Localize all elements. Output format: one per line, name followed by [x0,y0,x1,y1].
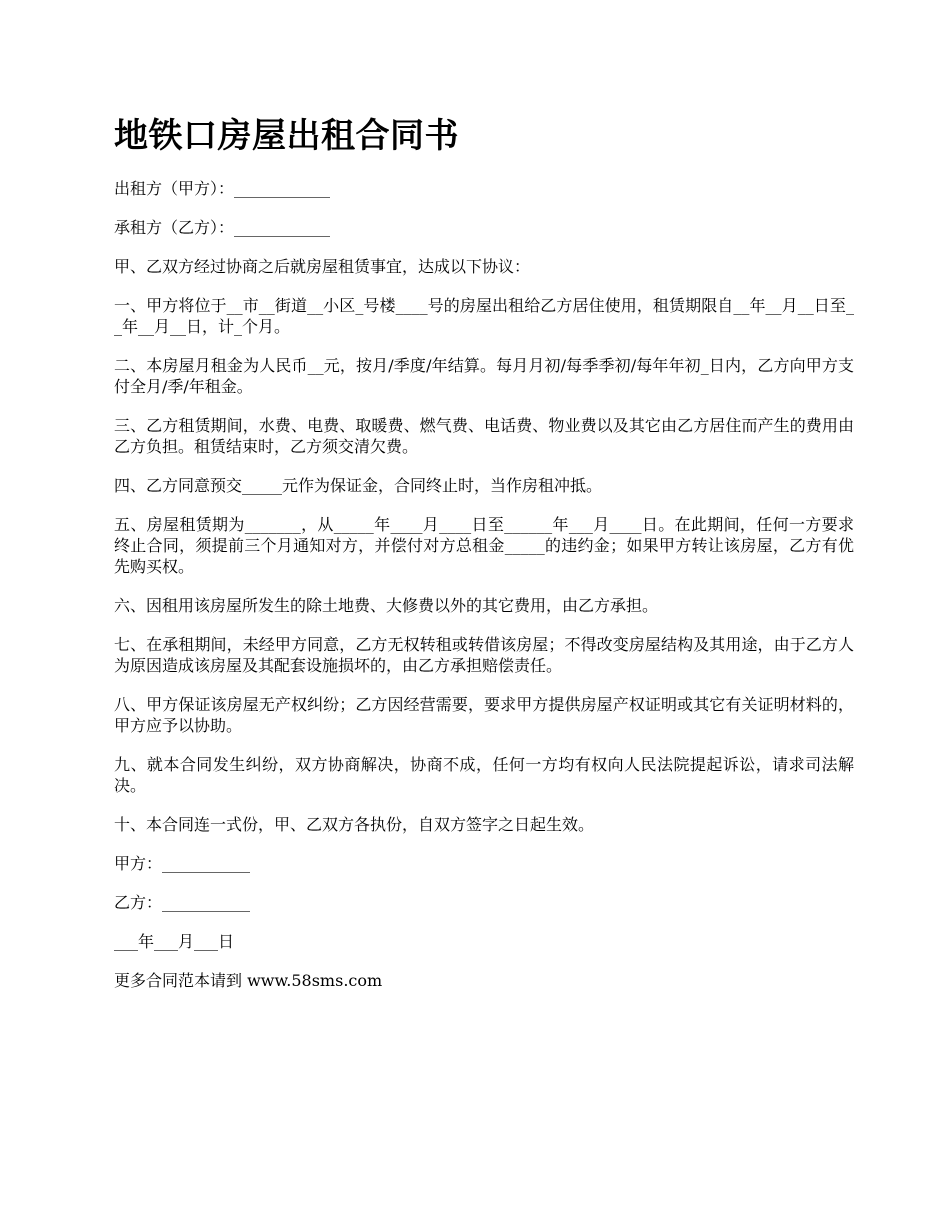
clause-1: 一、甲方将位于__市__街道__小区_号楼____号的房屋出租给乙方居住使用，租赁期限自__年__月__日至__年__月__日，计_个月。 [114,296,854,336]
party-a-signature-line: 甲方：___________ [114,854,251,873]
footer-note: 更多合同范本请到 www.58sms.com [114,971,383,990]
clause-8: 八、甲方保证该房屋无产权纠纷；乙方因经营需要，要求甲方提供房屋产权证明或其它有关证明材料的，甲方应予以协助。 [114,695,854,735]
lessor-line: 出租方（甲方）：____________ [114,179,331,198]
clause-3: 三、乙方租赁期间，水费、电费、取暖费、燃气费、电话费、物业费以及其它由乙方居住而产生的费用由乙方负担。租赁结束时，乙方须交清欠费。 [114,416,854,456]
clause-9: 九、就本合同发生纠纷，双方协商解决，协商不成，任何一方均有权向人民法院提起诉讼，请求司法解决。 [114,755,854,795]
clause-10: 十、本合同连一式份，甲、乙双方各执份，自双方签字之日起生效。 [114,815,595,834]
clause-7: 七、在承租期间，未经甲方同意，乙方无权转租或转借该房屋；不得改变房屋结构及其用途，由于乙方人为原因造成该房屋及其配套设施损坏的，由乙方承担赔偿责任。 [114,635,854,675]
clause-2: 二、本房屋月租金为人民币__元，按月/季度/年结算。每月月初/每季季初/每年年初_日内，乙方向甲方支付全月/季/年租金。 [114,356,854,396]
clause-5: 五、房屋租赁期为_______，从_____年____月____日至______年___月____日。在此期间，任何一方要求终止合同，须提前三个月通知对方，并偿付对方总租金_____的违约金；如果甲方转让该房屋，乙方有优先购买权。 [114,515,854,576]
date-line: ___年___月___日 [114,932,235,951]
clause-6: 六、因租用该房屋所发生的除土地费、大修费以外的其它费用，由乙方承担。 [114,596,659,615]
party-b-signature-line: 乙方：___________ [114,893,251,912]
intro-paragraph: 甲、乙双方经过协商之后就房屋租赁事宜，达成以下协议： [114,257,531,276]
clause-4: 四、乙方同意预交_____元作为保证金，合同终止时，当作房租冲抵。 [114,476,603,495]
document-body [114,178,854,1009]
document-title: 地铁口房屋出租合同书 [114,116,459,156]
lessee-line: 承租方（乙方）：____________ [114,218,331,237]
